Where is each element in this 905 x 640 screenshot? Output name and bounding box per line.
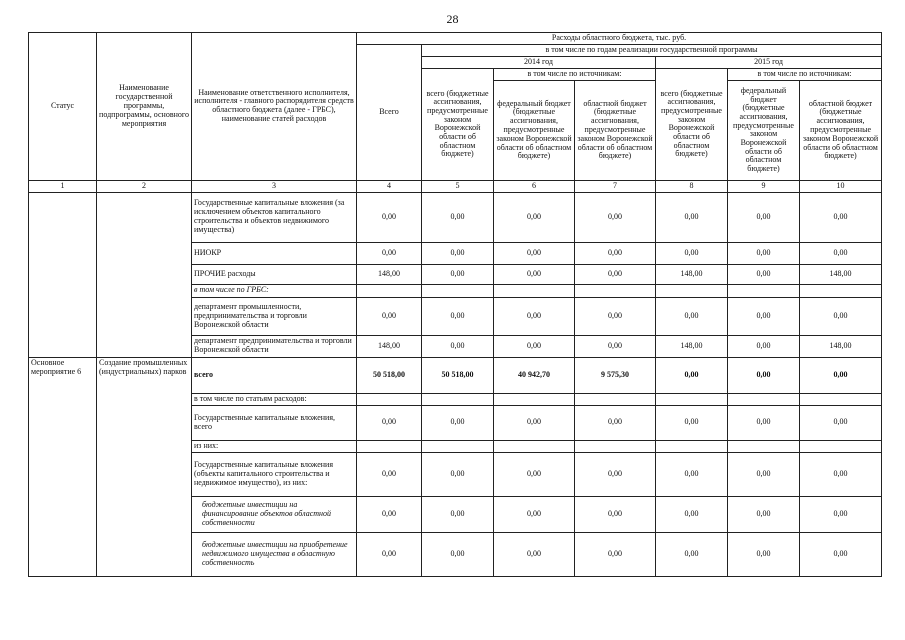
table-row — [29, 357, 882, 393]
row-value: 0,00 — [800, 357, 882, 393]
row-value: 0,00 — [800, 532, 882, 576]
row-value — [422, 284, 494, 297]
row-value: 0,00 — [800, 297, 882, 335]
row-value: 0,00 — [728, 405, 800, 440]
row-expense-name: Государственные капитальные вложения, всего — [192, 405, 357, 440]
row-program — [97, 192, 192, 357]
row-status — [29, 192, 97, 357]
header-by-years: в том числе по годам реализации государственной программы — [422, 44, 882, 56]
row-value — [422, 440, 494, 452]
col-num: 8 — [656, 180, 728, 192]
row-value: 148,00 — [800, 264, 882, 284]
row-expense-name: ПРОЧИЕ расходы — [192, 264, 357, 284]
row-value: 0,00 — [575, 452, 656, 496]
row-value: 0,00 — [357, 496, 422, 532]
row-value: 0,00 — [728, 192, 800, 242]
row-expense-name: бюджетные инвестиции на финансирование объектов областной собственности — [192, 496, 357, 532]
header-2015-federal: федеральный бюджет (бюджетные ассигнования, предусмотренные законом Воронежской области об областном бюджете) — [728, 80, 800, 180]
row-value: 0,00 — [422, 532, 494, 576]
row-expense-name: всего — [192, 357, 357, 393]
row-expense-name: в том числе по ГРБС: — [192, 284, 357, 297]
row-value: 0,00 — [728, 242, 800, 264]
row-value: 0,00 — [575, 264, 656, 284]
row-value: 0,00 — [656, 242, 728, 264]
row-value: 0,00 — [575, 192, 656, 242]
row-value: 0,00 — [422, 242, 494, 264]
row-value: 0,00 — [728, 297, 800, 335]
row-value: 0,00 — [494, 452, 575, 496]
row-value: 0,00 — [656, 532, 728, 576]
row-value — [357, 440, 422, 452]
row-value: 0,00 — [656, 452, 728, 496]
row-value: 0,00 — [494, 496, 575, 532]
row-value: 0,00 — [728, 335, 800, 357]
page-number: 28 — [446, 12, 459, 26]
row-value — [422, 393, 494, 405]
row-value: 0,00 — [575, 335, 656, 357]
header-2015-sources: в том числе по источникам: — [728, 68, 882, 80]
budget-table — [28, 32, 882, 577]
row-value — [728, 284, 800, 297]
row-value: 148,00 — [800, 335, 882, 357]
row-value: 0,00 — [422, 452, 494, 496]
row-value: 0,00 — [728, 532, 800, 576]
header-2014-all: всего (бюджетные ассигнования, предусмотренные законом Воронежской области об областном бюджете) — [422, 68, 494, 180]
row-value: 0,00 — [800, 242, 882, 264]
row-value: 0,00 — [357, 192, 422, 242]
row-value: 0,00 — [494, 405, 575, 440]
row-value: 0,00 — [575, 496, 656, 532]
col-num: 9 — [728, 180, 800, 192]
row-value: 0,00 — [357, 405, 422, 440]
header-2014-sources: в том числе по источникам: — [494, 68, 656, 80]
row-value — [656, 440, 728, 452]
row-value: 0,00 — [422, 335, 494, 357]
row-value: 0,00 — [575, 242, 656, 264]
header-2014-federal: федеральный бюджет (бюджетные ассигнования, предусмотренные законом Воронежской области об областном бюджете) — [494, 80, 575, 180]
header-total: Всего — [357, 44, 422, 180]
row-value — [575, 393, 656, 405]
row-value — [800, 284, 882, 297]
row-value — [728, 393, 800, 405]
header-2015-all: всего (бюджетные ассигнования, предусмотренные законом Воронежской области об областном бюджете) — [656, 68, 728, 180]
row-expense-name: НИОКР — [192, 242, 357, 264]
row-value: 0,00 — [656, 297, 728, 335]
row-value: 0,00 — [728, 264, 800, 284]
row-expense-name: в том числе по статьям расходов: — [192, 393, 357, 405]
row-expense-name: Государственные капитальные вложения (за исключением объектов капитального строительства и объектов недвижимого имущества) — [192, 192, 357, 242]
row-value — [357, 393, 422, 405]
row-value: 148,00 — [656, 264, 728, 284]
row-value — [575, 284, 656, 297]
row-value: 40 942,70 — [494, 357, 575, 393]
row-value: 0,00 — [357, 297, 422, 335]
col-num: 10 — [800, 180, 882, 192]
row-value: 9 575,30 — [575, 357, 656, 393]
row-expense-name: Государственные капитальные вложения (объекты капитального строительства и недвижимое имущество), из них: — [192, 452, 357, 496]
col-num: 1 — [29, 180, 97, 192]
header-2015-regional: областной бюджет (бюджетные ассигнования, предусмотренные законом Воронежской области об областном бюджете) — [800, 80, 882, 180]
row-value: 0,00 — [357, 532, 422, 576]
column-numbers-row — [29, 180, 882, 192]
row-value: 0,00 — [422, 192, 494, 242]
row-value: 0,00 — [728, 452, 800, 496]
row-expense-name: департамент предпринимательства и торговли Воронежской области — [192, 335, 357, 357]
row-program: Создание промышленных (индустриальных) парков — [97, 357, 192, 576]
row-value — [357, 284, 422, 297]
row-value: 0,00 — [800, 192, 882, 242]
row-value: 0,00 — [575, 405, 656, 440]
row-value: 0,00 — [575, 297, 656, 335]
row-expense-name: из них: — [192, 440, 357, 452]
row-value: 0,00 — [800, 405, 882, 440]
row-value: 0,00 — [494, 264, 575, 284]
header-2014-regional: областной бюджет (бюджетные ассигнования, предусмотренные законом Воронежской области об областном бюджете) — [575, 80, 656, 180]
row-status: Основное мероприятие 6 — [29, 357, 97, 576]
row-value: 50 518,00 — [422, 357, 494, 393]
row-value: 0,00 — [494, 242, 575, 264]
row-value — [656, 393, 728, 405]
row-value: 0,00 — [357, 452, 422, 496]
header-program-name: Наименование государственной программы, подпрограммы, основного мероприятия — [97, 33, 192, 181]
row-value: 0,00 — [422, 297, 494, 335]
col-num: 4 — [357, 180, 422, 192]
header-expenses-title: Расходы областного бюджета, тыс. руб. — [357, 33, 882, 45]
col-num: 6 — [494, 180, 575, 192]
row-value: 148,00 — [357, 264, 422, 284]
col-num: 3 — [192, 180, 357, 192]
row-value: 0,00 — [800, 452, 882, 496]
row-value — [800, 393, 882, 405]
row-value: 0,00 — [656, 496, 728, 532]
row-expense-name: бюджетные инвестиции на приобретение недвижимого имущества в областную собственность — [192, 532, 357, 576]
row-value: 50 518,00 — [357, 357, 422, 393]
row-value — [728, 440, 800, 452]
row-value — [494, 440, 575, 452]
row-value: 0,00 — [494, 532, 575, 576]
col-num: 2 — [97, 180, 192, 192]
table-row — [29, 192, 882, 242]
col-num: 7 — [575, 180, 656, 192]
row-value: 0,00 — [575, 532, 656, 576]
header-year-2015: 2015 год — [656, 56, 882, 68]
row-value: 0,00 — [494, 335, 575, 357]
row-value: 0,00 — [494, 192, 575, 242]
col-num: 5 — [422, 180, 494, 192]
row-value: 0,00 — [422, 496, 494, 532]
row-value: 0,00 — [656, 405, 728, 440]
row-value: 0,00 — [728, 357, 800, 393]
row-value: 0,00 — [494, 297, 575, 335]
header-status: Статус — [29, 33, 97, 181]
header-executor: Наименование ответственного исполнителя, исполнителя - главного распорядителя средств областного бюджета (далее - ГРБС), наименование статей расходов — [192, 33, 357, 181]
row-value: 148,00 — [656, 335, 728, 357]
row-value: 0,00 — [728, 496, 800, 532]
row-expense-name: департамент промышленности, предпринимательства и торговли Воронежской области — [192, 297, 357, 335]
header-year-2014: 2014 год — [422, 56, 656, 68]
row-value — [575, 440, 656, 452]
row-value: 148,00 — [357, 335, 422, 357]
row-value: 0,00 — [357, 242, 422, 264]
row-value: 0,00 — [800, 496, 882, 532]
row-value: 0,00 — [656, 357, 728, 393]
row-value — [494, 284, 575, 297]
row-value — [800, 440, 882, 452]
row-value — [494, 393, 575, 405]
row-value: 0,00 — [656, 192, 728, 242]
row-value: 0,00 — [422, 264, 494, 284]
row-value: 0,00 — [422, 405, 494, 440]
row-value — [656, 284, 728, 297]
